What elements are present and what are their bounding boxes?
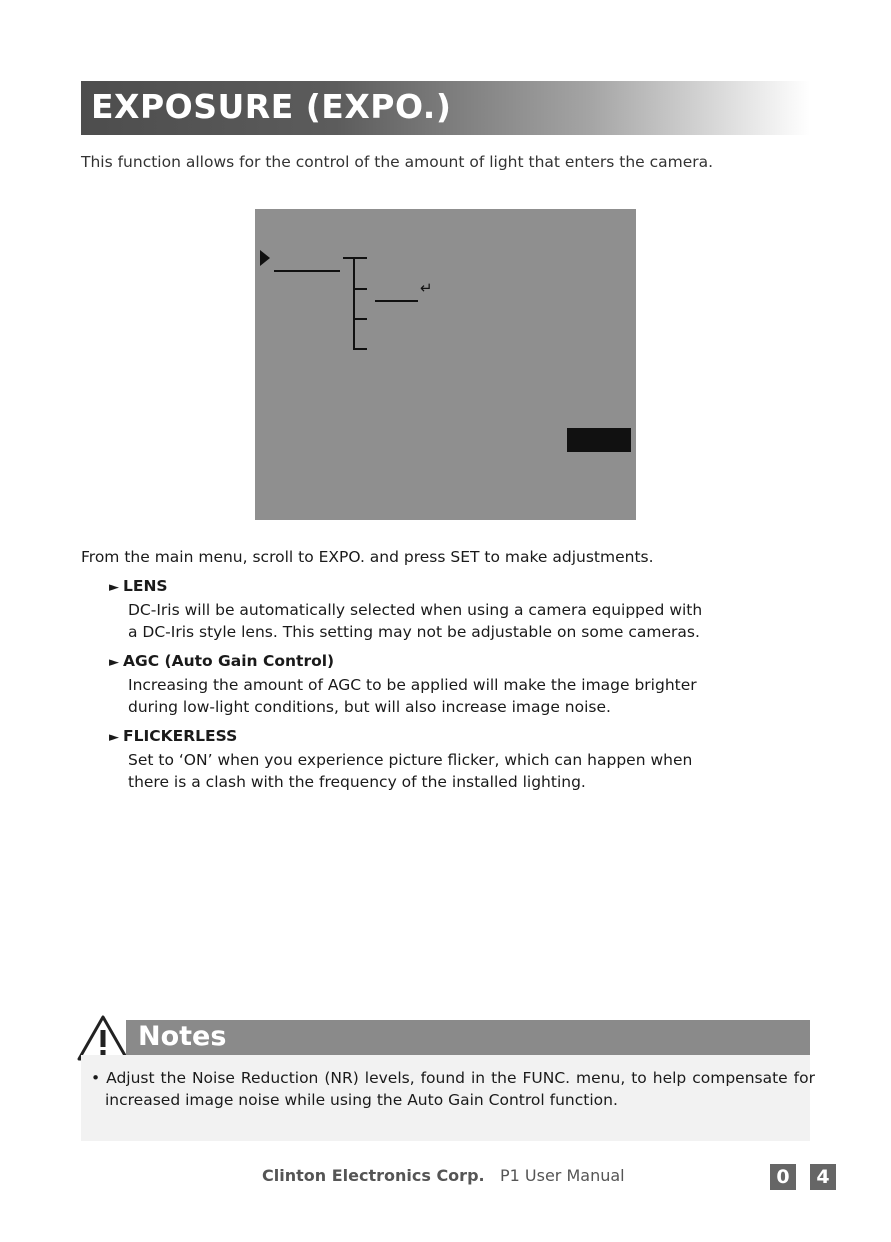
bullet: • — [91, 1069, 101, 1087]
item-title: FLICKERLESS — [123, 727, 238, 745]
description-line: during low-light conditions, but will also increase image noise. — [128, 698, 611, 716]
list-item-agc — [109, 650, 811, 718]
footer-company: Clinton Electronics Corp. — [262, 1166, 485, 1185]
item-description — [109, 599, 811, 643]
intro-text: This function allows for the control of the amount of light that enters the camera. — [81, 153, 714, 171]
bracket-tick-2 — [353, 318, 367, 320]
osd-menu-screenshot — [255, 209, 636, 520]
triangle-right-icon: ► — [109, 730, 119, 745]
notes-text — [91, 1067, 815, 1111]
lead-paragraph: From the main menu, scroll to EXPO. and press SET to make adjustments. — [81, 548, 654, 566]
description-line: Increasing the amount of AGC to be applied will make the image brighter — [128, 676, 697, 694]
item-title: AGC (Auto Gain Control) — [123, 652, 335, 670]
triangle-right-icon — [260, 250, 270, 266]
page-number-digit: 4 — [810, 1164, 836, 1190]
item-description — [109, 674, 811, 718]
notes-box — [81, 1055, 815, 1141]
notes-header — [126, 1020, 810, 1055]
section-title-bar — [81, 81, 810, 135]
footer-manual: P1 User Manual — [500, 1166, 625, 1185]
body-section — [81, 546, 811, 800]
bracket-top — [343, 257, 367, 259]
page-number-digit: 0 — [770, 1164, 796, 1190]
triangle-right-icon: ► — [109, 580, 119, 595]
page-footer — [0, 1164, 891, 1190]
notes-title: Notes — [138, 1021, 227, 1052]
notes-body: Adjust the Noise Reduction (NR) levels, found in the FUNC. menu, to help compensate for increased image noise while using the Auto Gain Control function. — [105, 1069, 815, 1109]
triangle-right-icon: ► — [109, 655, 119, 670]
list-item-lens — [109, 575, 811, 643]
menu-underline — [274, 270, 340, 272]
bracket-vertical — [353, 257, 355, 350]
submenu-underline — [375, 300, 418, 302]
description-line: a DC-Iris style lens. This setting may not be adjustable on some cameras. — [128, 623, 700, 641]
description-line: DC-Iris will be automatically selected when using a camera equipped with — [128, 601, 703, 619]
page-title: EXPOSURE (EXPO.) — [91, 87, 452, 126]
enter-icon: ↵ — [420, 279, 433, 297]
item-title: LENS — [123, 577, 168, 595]
bracket-bottom — [353, 348, 367, 350]
bracket-tick-1 — [353, 288, 367, 290]
item-description — [109, 749, 811, 793]
osd-selection-block — [567, 428, 631, 452]
description-line: there is a clash with the frequency of the installed lighting. — [128, 773, 586, 791]
list-item-flickerless — [109, 725, 811, 793]
description-line: Set to ‘ON’ when you experience picture flicker, which can happen when — [128, 751, 693, 769]
